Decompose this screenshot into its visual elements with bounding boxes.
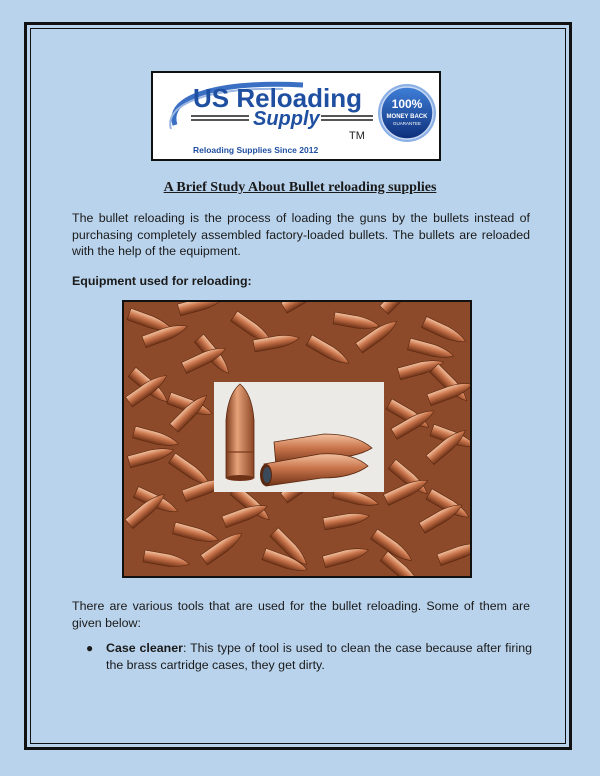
trademark-mark: TM: [349, 130, 365, 142]
seal-text-line1: MONEY BACK: [386, 114, 428, 120]
list-item: [86, 640, 532, 673]
bullet-closeup-inset: [214, 382, 384, 492]
article-title: A Brief Study About Bullet reloading supplies: [163, 180, 437, 195]
list-item-term: Case cleaner: [106, 641, 183, 655]
brand-name-line2: Supply: [253, 108, 320, 130]
tools-list: [86, 640, 532, 673]
logo-tagline: Reloading Supplies Since 2012: [193, 145, 319, 155]
money-back-seal-icon: [378, 84, 436, 142]
logo-graphic: [153, 73, 439, 159]
copper-bullets-image: [124, 302, 470, 576]
seal-text-line2: GUARANTEE: [392, 121, 422, 126]
bullets-photo: [122, 300, 472, 578]
seal-percent: 100%: [391, 97, 423, 111]
equipment-heading: Equipment used for reloading:: [72, 274, 252, 288]
intro-paragraph: The bullet reloading is the process of loading the guns by the bullets instead of purchasing completely assembled factory-loaded bullets. The bullets are reloaded with the help of the equipment.: [72, 211, 530, 258]
us-reloading-supply-logo: [151, 71, 441, 161]
brand-name-line1: US Reloading: [193, 83, 363, 113]
tools-intro-paragraph: There are various tools that are used for the bullet reloading. Some of them are given below:: [72, 599, 530, 630]
bullet-dot-icon: ●: [86, 641, 94, 655]
list-item-text: : This type of tool is used to clean the case because after firing the brass cartridge cases, they get dirty.: [106, 641, 532, 672]
